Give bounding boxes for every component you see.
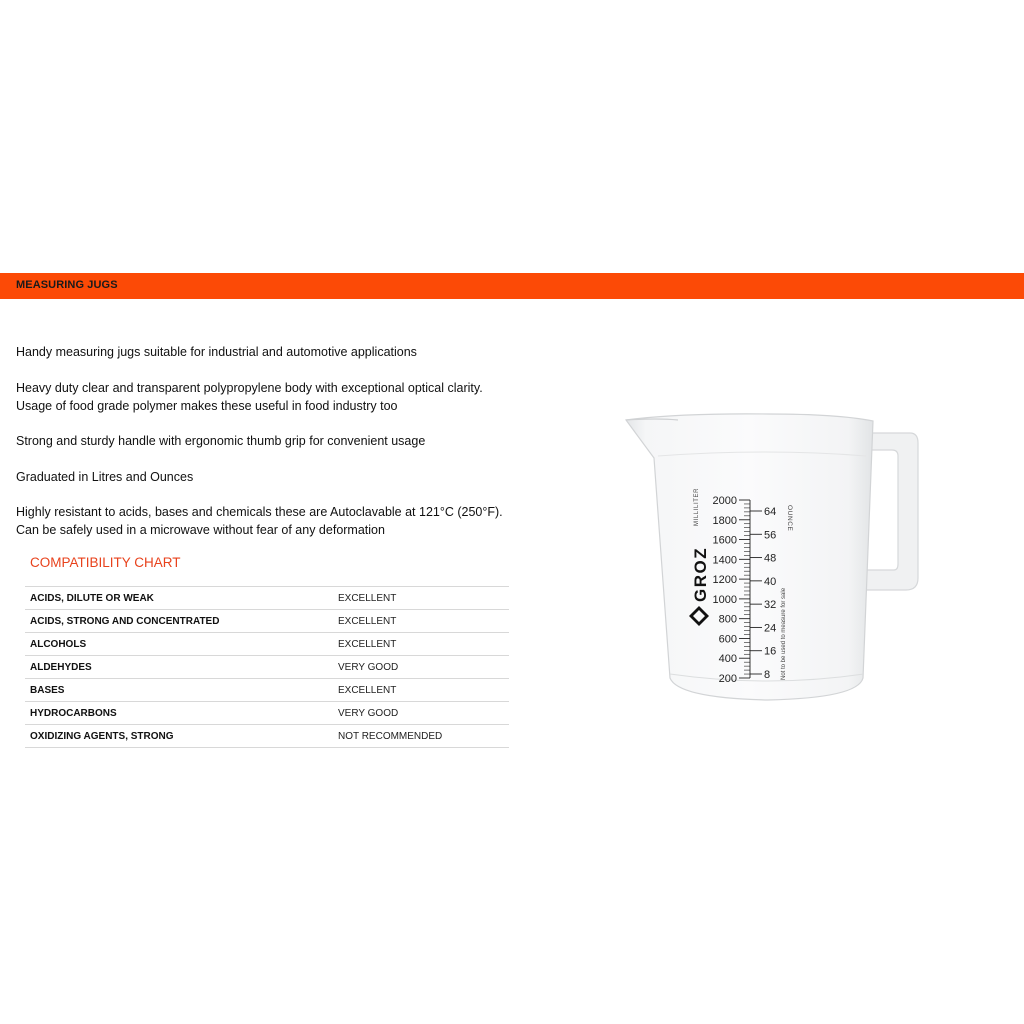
oz-tick-label: 48 (764, 552, 777, 565)
ml-tick-label: 1400 (712, 554, 737, 567)
ml-tick-label: 200 (718, 673, 737, 685)
substance-cell: BASES (25, 679, 333, 702)
compatibility-chart-title: COMPATIBILITY CHART (30, 555, 181, 570)
compatibility-table (25, 586, 509, 748)
description-paragraph (16, 432, 576, 450)
ounce-label: OUNCE (786, 505, 793, 532)
substance-cell: ALCOHOLS (25, 633, 333, 656)
description-paragraph (16, 468, 576, 486)
ml-tick-label: 800 (718, 613, 737, 626)
ml-tick-label: 1200 (712, 574, 737, 587)
oz-tick-label: 8 (764, 669, 771, 681)
description-line: Can be safely used in a microwave without fear of any deformation (16, 523, 385, 537)
oz-tick-label: 32 (764, 599, 777, 612)
ml-tick-label: 2000 (712, 495, 737, 507)
jug-body (626, 414, 873, 700)
substance-cell: ACIDS, STRONG AND CONCENTRATED (25, 610, 333, 633)
section-banner (0, 273, 1024, 299)
ml-tick-label: 400 (718, 653, 737, 666)
table-row (25, 725, 509, 748)
table-row (25, 633, 509, 656)
brand-wordmark: GROZ (691, 546, 710, 602)
description-line: Graduated in Litres and Ounces (16, 469, 194, 484)
oz-tick-label: 40 (764, 575, 777, 588)
rating-cell: EXCELLENT (333, 633, 509, 656)
ml-tick-label: 600 (718, 633, 737, 646)
description-line: Heavy duty clear and transparent polypropylene body with exceptional optical clarity. (16, 380, 483, 395)
table-row (25, 610, 509, 633)
rating-cell: NOT RECOMMENDED (333, 725, 509, 748)
oz-tick-label: 24 (764, 622, 777, 635)
description-line: Usage of food grade polymer makes these useful in food industry too (16, 398, 398, 413)
rating-cell: EXCELLENT (333, 587, 509, 610)
substance-cell: ALDEHYDES (25, 656, 333, 679)
ml-tick-label: 1800 (712, 514, 737, 527)
oz-tick-label: 16 (764, 645, 777, 658)
product-description (16, 343, 576, 557)
rating-cell: VERY GOOD (333, 656, 509, 679)
table-row (25, 656, 509, 679)
milliliter-label: MILLILITER (694, 487, 700, 526)
table-row (25, 587, 509, 610)
description-paragraph (16, 343, 576, 361)
oz-tick-label: 64 (764, 506, 777, 518)
rating-cell: VERY GOOD (333, 702, 509, 725)
disclaimer-text: Not to be used to measure for sale (781, 587, 787, 680)
oz-tick-label: 56 (764, 529, 777, 542)
section-title: MEASURING JUGS (16, 279, 118, 291)
substance-cell: OXIDIZING AGENTS, STRONG (25, 725, 333, 748)
measuring-jug-image (618, 408, 928, 710)
rating-cell: EXCELLENT (333, 610, 509, 633)
description-line: Highly resistant to acids, bases and chemicals these are Autoclavable at 121°C (250°F). (16, 505, 503, 519)
substance-cell: ACIDS, DILUTE OR WEAK (25, 587, 333, 610)
rating-cell: EXCELLENT (333, 679, 509, 702)
table-row (25, 702, 509, 725)
ml-tick-label: 1600 (712, 534, 737, 547)
description-paragraph (16, 379, 576, 415)
description-paragraph (16, 503, 576, 539)
description-line: Strong and sturdy handle with ergonomic thumb grip for convenient usage (16, 434, 426, 448)
substance-cell: HYDROCARBONS (25, 702, 333, 725)
description-line: Handy measuring jugs suitable for industrial and automotive applications (16, 345, 417, 359)
table-row (25, 679, 509, 702)
ml-tick-label: 1000 (712, 593, 737, 606)
